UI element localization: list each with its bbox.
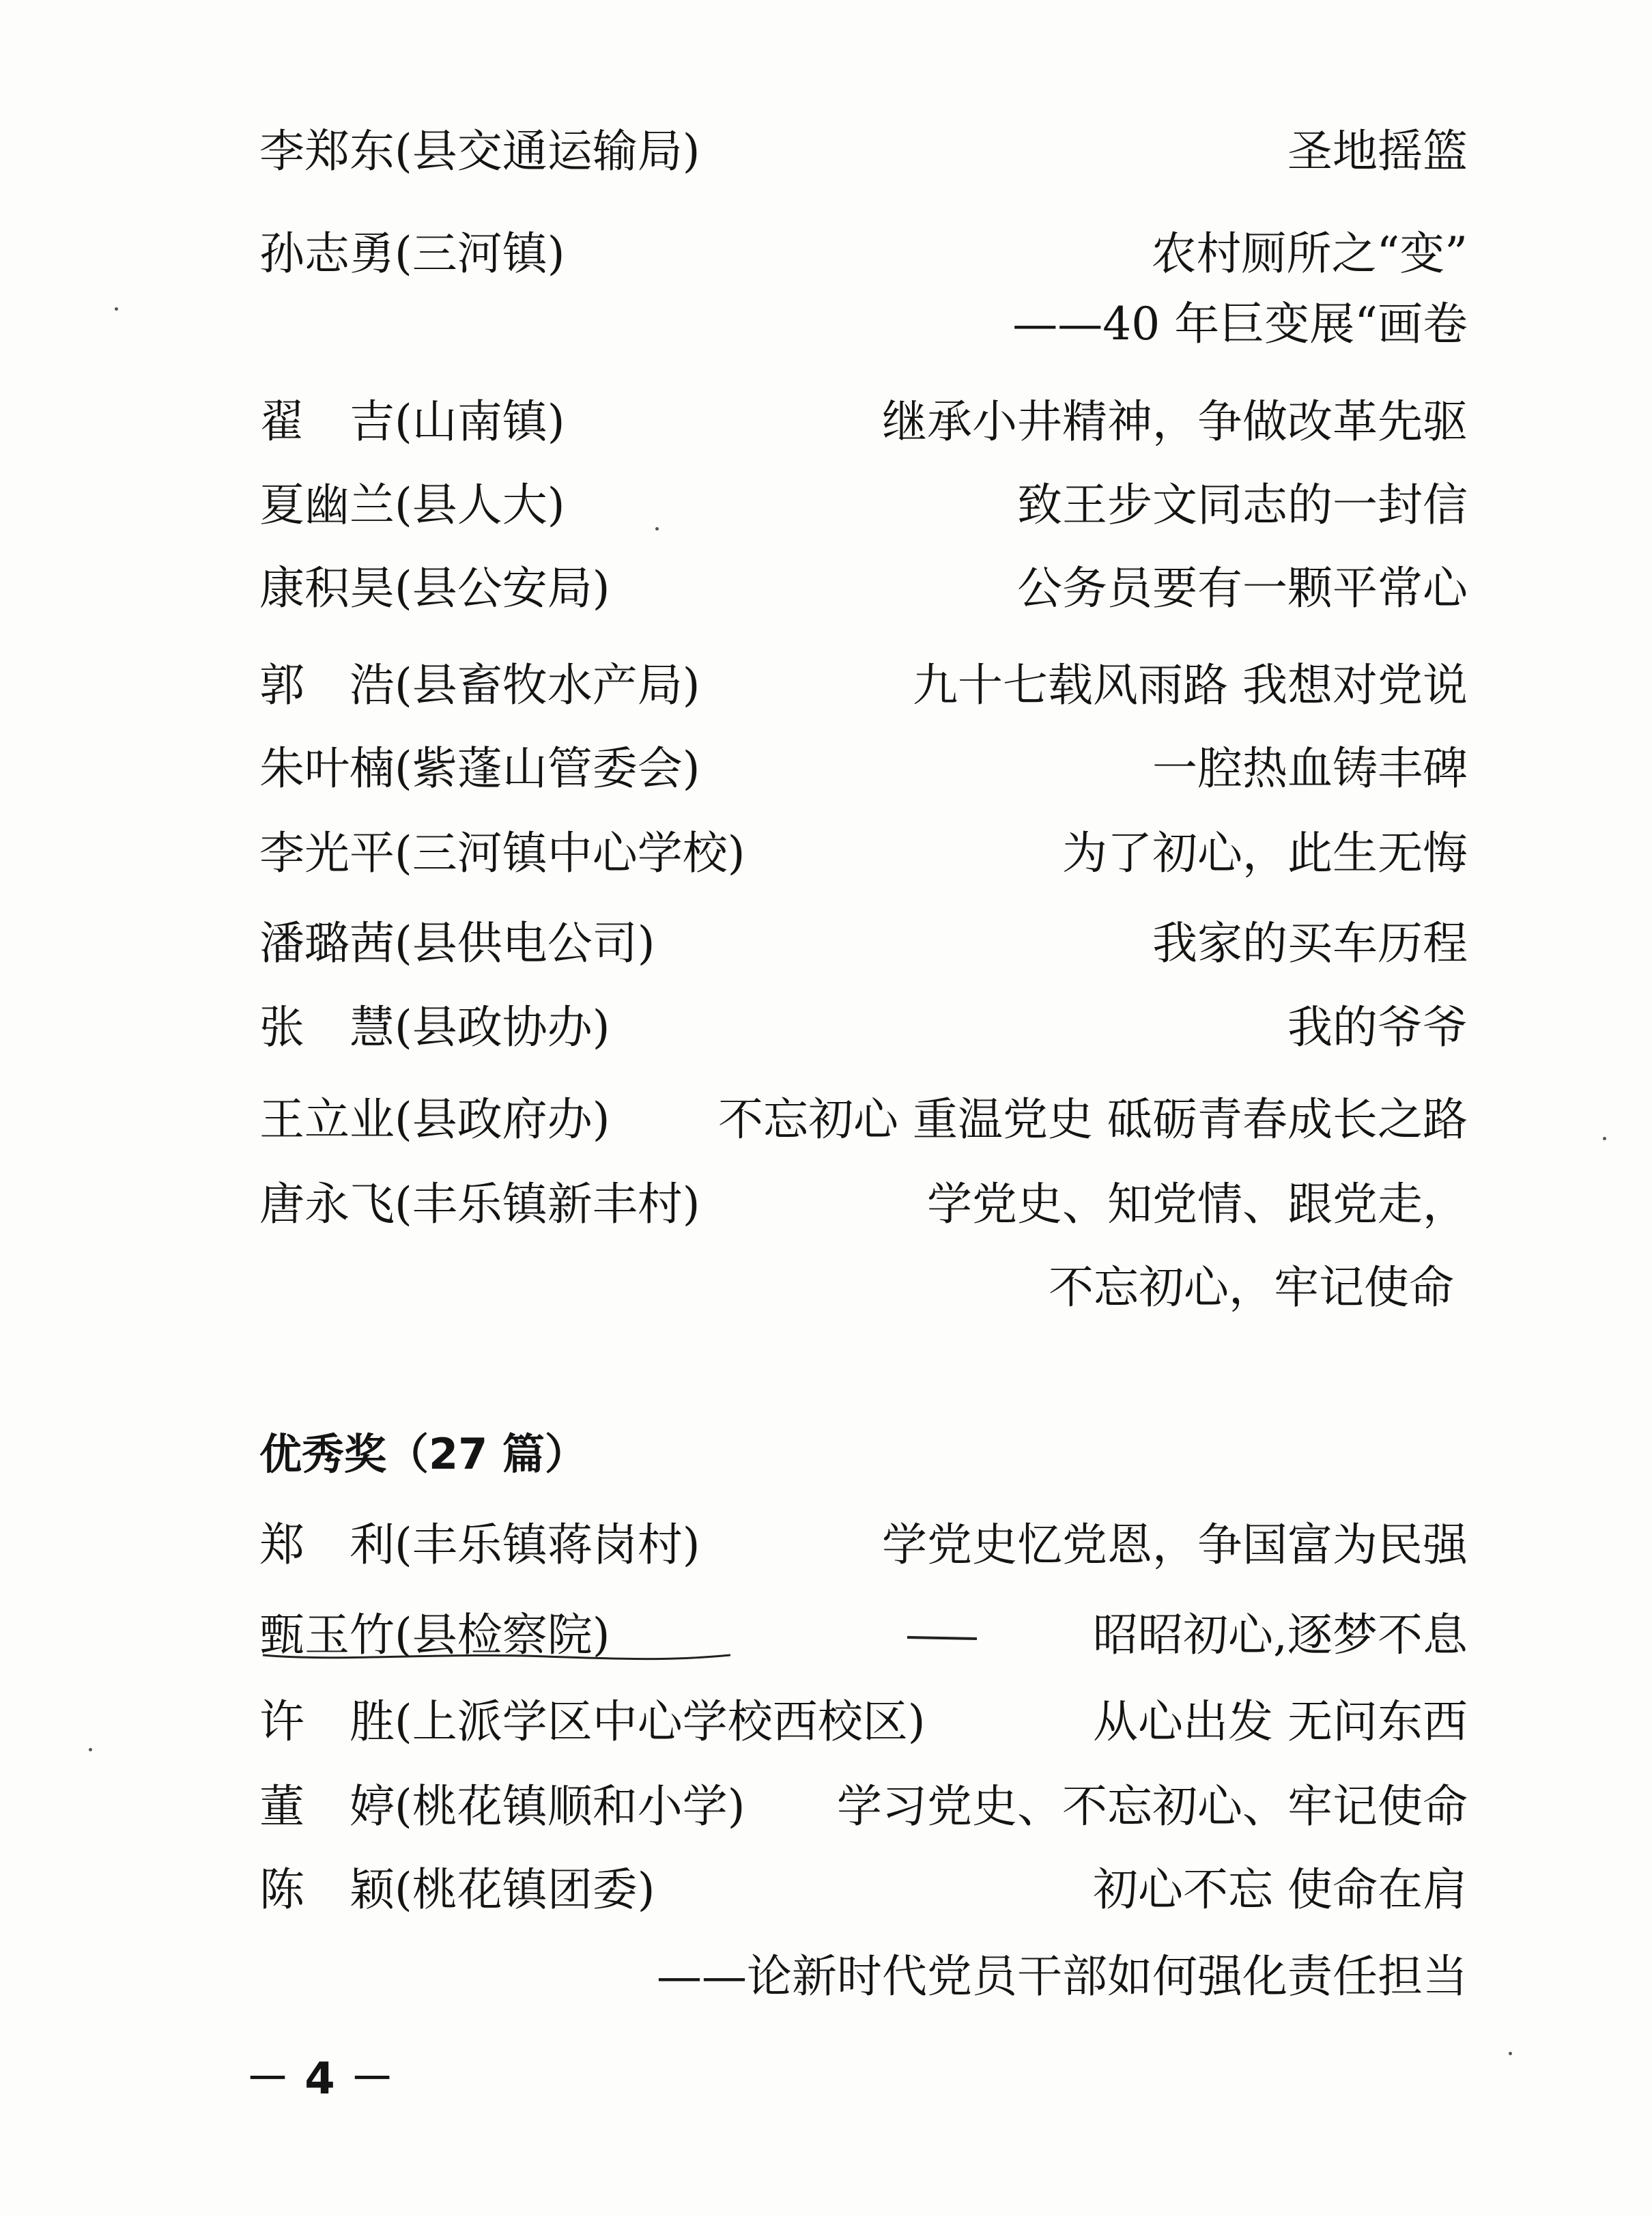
article-title: 不忘初心 重温党史 砥砺青春成长之路 bbox=[718, 1093, 1468, 1146]
article-title: 学党史忆党恩，争国富为民强 bbox=[882, 1519, 1468, 1571]
author-name: 郭 浩(县畜牧水产局) bbox=[259, 659, 700, 711]
author-name: 李郑东(县交通运输局) bbox=[259, 125, 700, 178]
scan-speck bbox=[115, 307, 118, 311]
list-item bbox=[259, 117, 1468, 186]
handwritten-dash bbox=[905, 1631, 980, 1644]
article-title: 昭昭初心,逐梦不息 bbox=[1093, 1609, 1468, 1661]
article-title: 我的爷爷 bbox=[1287, 1001, 1468, 1054]
author-name: 翟 吉(山南镇) bbox=[259, 395, 565, 448]
article-title: 我家的买车历程 bbox=[1152, 917, 1468, 970]
list-item bbox=[259, 1170, 1468, 1239]
article-title: 圣地摇篮 bbox=[1287, 125, 1468, 178]
list-item bbox=[259, 909, 1468, 978]
list-item bbox=[259, 1086, 1468, 1154]
author-name: 许 胜(上派学区中心学校西校区) bbox=[259, 1695, 926, 1748]
author-name: 朱叶楠(紫蓬山管委会) bbox=[259, 742, 700, 795]
section-heading: 优秀奖（27 篇） bbox=[259, 1429, 587, 1479]
author-name: 孙志勇(三河镇) bbox=[259, 227, 565, 280]
author-name: 陈 颖(桃花镇团委) bbox=[259, 1863, 655, 1916]
article-title-continuation: ——40 年巨变展“画卷 bbox=[1012, 298, 1468, 350]
article-title: 一腔热血铸丰碑 bbox=[1152, 742, 1468, 795]
scan-speck bbox=[655, 527, 659, 531]
article-title: 九十七载风雨路 我想对党说 bbox=[913, 659, 1468, 711]
list-item bbox=[259, 471, 1468, 539]
page-number: － 4 － bbox=[246, 2054, 395, 2104]
list-item bbox=[259, 651, 1468, 720]
article-title: 学党史、知党情、跟党走， bbox=[927, 1178, 1468, 1230]
article-title: 继承小井精神，争做改革先驱 bbox=[882, 395, 1468, 448]
list-item bbox=[259, 1688, 1468, 1756]
article-title: 公务员要有一颗平常心 bbox=[1017, 562, 1468, 615]
article-title-continuation: ——论新时代党员干部如何强化责任担当 bbox=[657, 1950, 1468, 2003]
handwritten-underline bbox=[259, 1647, 737, 1667]
scan-speck bbox=[1603, 1137, 1606, 1140]
author-name: 董 婷(桃花镇顺和小学) bbox=[259, 1780, 745, 1833]
article-title: 学习党史、不忘初心、牢记使命 bbox=[837, 1780, 1468, 1833]
article-title: 致王步文同志的一封信 bbox=[1017, 479, 1468, 531]
list-item bbox=[259, 819, 1468, 888]
author-name: 唐永飞(丰乐镇新丰村) bbox=[259, 1178, 700, 1230]
author-name: 张 慧(县政协办) bbox=[259, 1001, 610, 1054]
author-name: 甄玉竹(县检察院) bbox=[259, 1609, 610, 1661]
author-name: 康积昊(县公安局) bbox=[259, 562, 610, 615]
article-title: 从心出发 无问东西 bbox=[1093, 1695, 1468, 1748]
scan-speck bbox=[89, 1748, 92, 1751]
list-item bbox=[259, 1773, 1468, 1841]
list-item bbox=[259, 993, 1468, 1062]
author-name: 郑 利(丰乐镇蒋岗村) bbox=[259, 1519, 700, 1571]
list-item bbox=[259, 1856, 1468, 1924]
scan-speck bbox=[1509, 2052, 1512, 2055]
author-name: 夏幽兰(县人大) bbox=[259, 479, 565, 531]
article-title-continuation: 不忘初心，牢记使命 bbox=[1049, 1261, 1454, 1314]
list-item bbox=[259, 220, 1468, 288]
list-item bbox=[259, 554, 1468, 623]
author-name: 王立业(县政府办) bbox=[259, 1093, 610, 1146]
list-item bbox=[259, 735, 1468, 803]
author-name: 李光平(三河镇中心学校) bbox=[259, 827, 745, 879]
author-name: 潘璐茜(县供电公司) bbox=[259, 917, 655, 970]
article-title: 农村厕所之“变” bbox=[1151, 227, 1468, 280]
list-item bbox=[259, 1511, 1468, 1579]
article-title: 为了初心，此生无悔 bbox=[1062, 827, 1468, 879]
list-item bbox=[259, 388, 1468, 456]
article-title: 初心不忘 使命在肩 bbox=[1093, 1863, 1468, 1916]
